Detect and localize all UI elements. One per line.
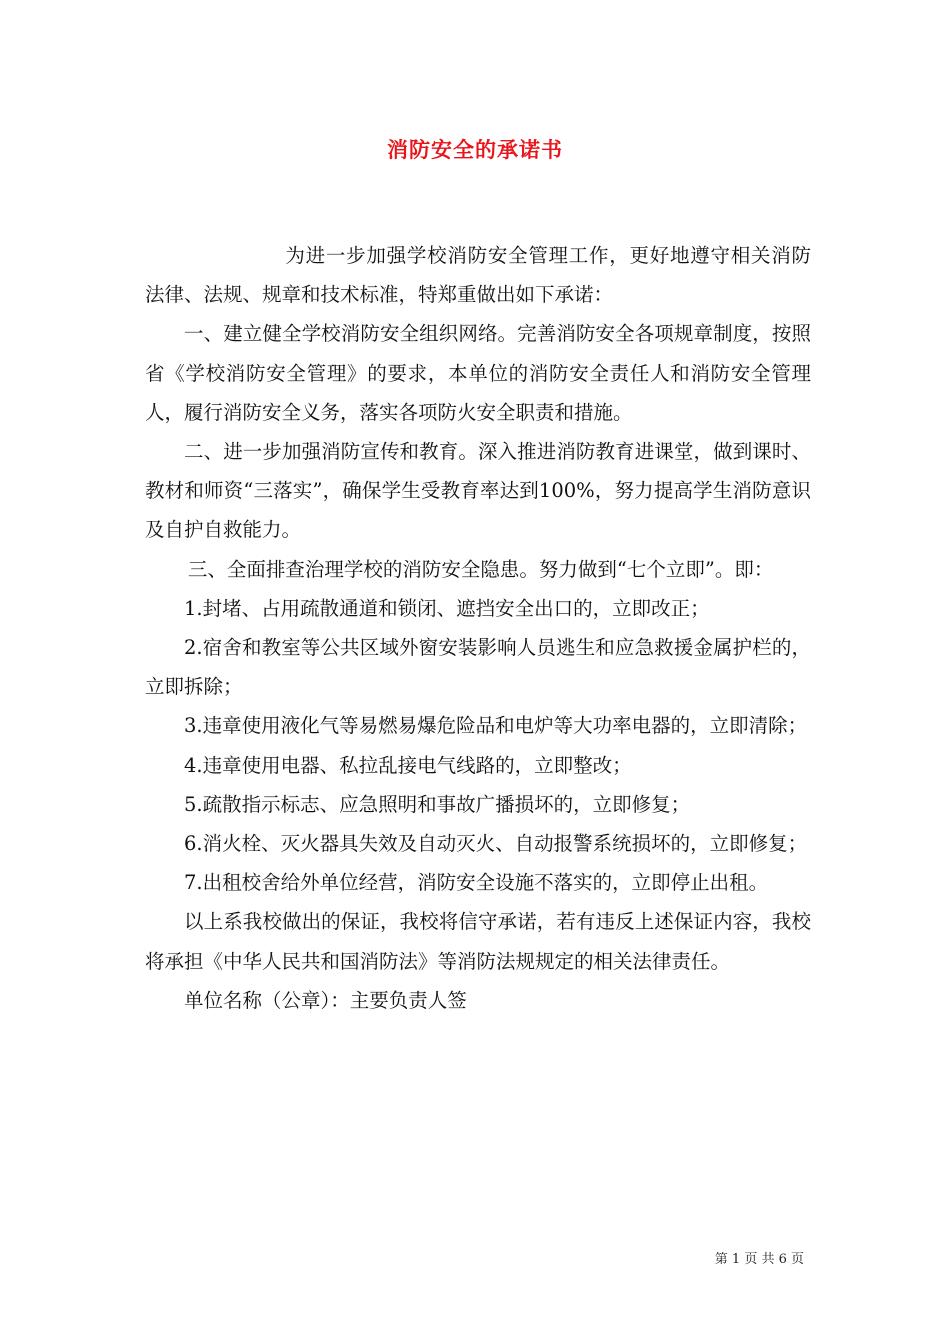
list-item-2: 2.宿舍和教室等公共区域外窗安装影响人员逃生和应急救援金属护栏的，立即拆除；	[145, 636, 811, 699]
list-item-3: 3.违章使用液化气等易燃易爆危险品和电炉等大功率电器的，立即清除；	[184, 714, 808, 738]
list-item-1: 1.封堵、占用疏散通道和锁闭、遮挡安全出口的，立即改正；	[184, 596, 710, 620]
document-title: 消防安全的承诺书	[387, 137, 563, 162]
closing-paragraph: 以上系我校做出的保证，我校将信守承诺，若有违反上述保证内容，我校将承担《中华人民共和国消防法》等消防法规规定的相关法律责任。	[145, 910, 811, 973]
list-item-4: 4.违章使用电器、私拉乱接电气线路的，立即整改；	[184, 753, 632, 777]
list-item-5: 5.疏散指示标志、应急照明和事故广播损坏的，立即修复；	[184, 792, 691, 816]
intro-paragraph: 为进一步加强学校消防安全管理工作，更好地遵守相关消防法律、法规、规章和技术标准，特郑重做出如下承诺：	[145, 244, 811, 307]
list-item-7: 7.出租校舍给外单位经营，消防安全设施不落实的，立即停止出租。	[184, 871, 769, 895]
commitment-3-paragraph: 三、全面排查治理学校的消防安全隐患。努力做到“七个立即”。即：	[187, 557, 774, 581]
document-body	[145, 236, 811, 1020]
commitment-2-paragraph: 二、进一步加强消防宣传和教育。深入推进消防教育进课堂，做到课时、教材和师资“三落实”，确保学生受教育率达到100%，努力提高学生消防意识及自护自救能力。	[145, 440, 811, 542]
commitment-1-paragraph: 一、建立健全学校消防安全组织网络。完善消防安全各项规章制度，按照省《学校消防安全管理》的要求，本单位的消防安全责任人和消防安全管理人，履行消防安全义务，落实各项防火安全职责和措施。	[145, 322, 811, 424]
page-number-footer: 第 1 页 共 6 页	[714, 1252, 804, 1267]
list-item-6: 6.消火栓、灭火器具失效及自动灭火、自动报警系统损坏的，立即修复；	[184, 832, 808, 856]
signature-line: 单位名称（公章）：主要负责人签	[184, 988, 467, 1012]
